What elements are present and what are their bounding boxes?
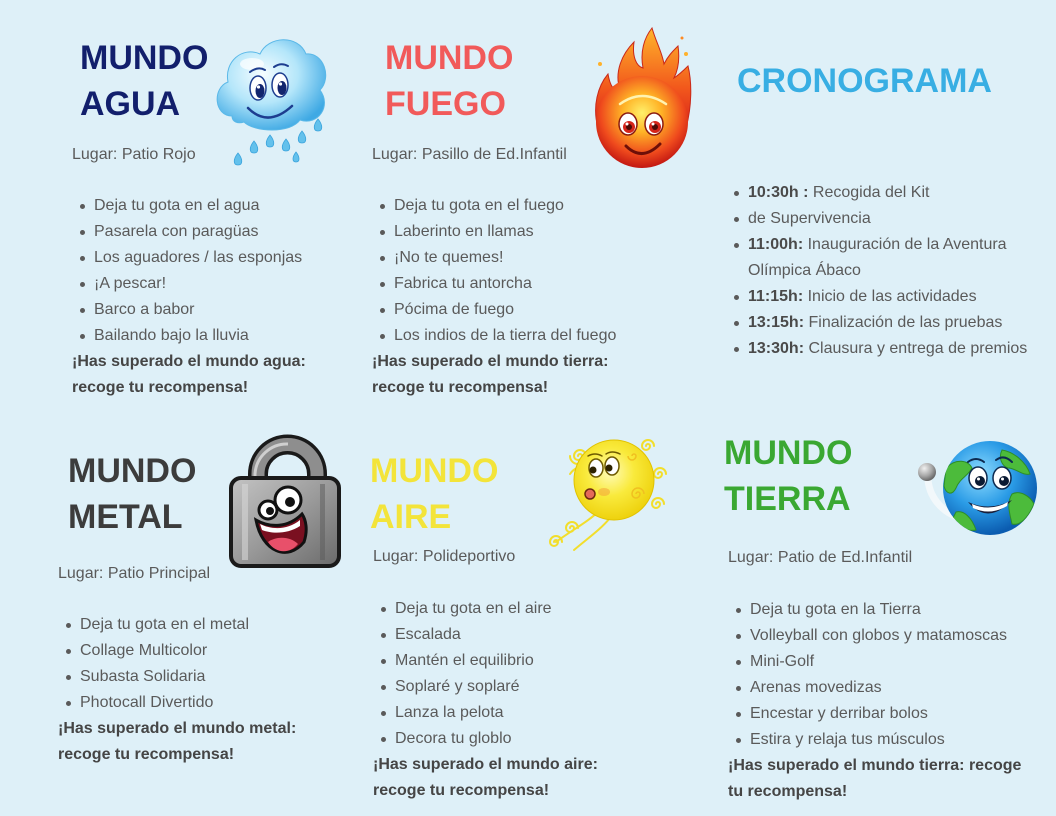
activity-item: ¡No te quemes!	[394, 245, 616, 271]
world-aire-activities	[395, 596, 552, 752]
sun-wind-icon	[540, 434, 670, 558]
schedule-item	[748, 336, 1048, 362]
activity-item: Pasarela con paragüas	[94, 219, 302, 245]
world-metal-place: Lugar: Patio Principal	[58, 565, 211, 582]
world-agua-reward	[72, 349, 306, 401]
activity-item: Soplaré y soplaré	[395, 674, 552, 700]
world-agua-activities	[94, 193, 302, 349]
reward-line: recoge tu recompensa!	[373, 782, 550, 799]
world-tierra-reward	[728, 753, 1021, 805]
world-tierra-place: Lugar: Patio de Ed.Infantil	[728, 549, 913, 566]
activity-item: Pócima de fuego	[394, 297, 616, 323]
reward-line: recoge tu recompensa!	[58, 746, 235, 763]
world-fuego-title	[385, 35, 513, 127]
world-fuego-place: Lugar: Pasillo de Ed.Infantil	[372, 146, 567, 163]
schedule-item	[748, 232, 1048, 284]
schedule-text: Recogida del Kit	[812, 184, 930, 201]
schedule-time: 10:30h :	[748, 184, 809, 201]
title-line: METAL	[68, 498, 183, 536]
schedule-text: Clausura y entrega de premios	[808, 340, 1028, 357]
world-fuego-reward	[372, 349, 609, 401]
activity-item: Encestar y derribar bolos	[750, 701, 1007, 727]
world-aire-reward	[373, 752, 598, 804]
lock-icon	[228, 434, 342, 570]
earth-icon	[916, 438, 1040, 540]
title-line: MUNDO	[385, 39, 514, 77]
activity-item: Escalada	[395, 622, 552, 648]
activity-item: Barco a babor	[94, 297, 302, 323]
schedule-time: 11:00h:	[748, 236, 804, 253]
activity-item: Collage Multicolor	[80, 638, 249, 664]
world-metal-activities	[80, 612, 249, 716]
activity-item: Volleyball con globos y matamoscas	[750, 623, 1007, 649]
world-aire-place: Lugar: Polideportivo	[373, 548, 516, 565]
activity-item: Bailando bajo la lluvia	[94, 323, 302, 349]
activity-item: Decora tu globlo	[395, 726, 552, 752]
activity-item: Deja tu gota en el agua	[94, 193, 302, 219]
title-line: MUNDO	[80, 39, 209, 77]
schedule-list	[748, 180, 1048, 362]
schedule-text: Inicio de las actividades	[807, 288, 977, 305]
schedule-text: de Supervivencia	[748, 210, 871, 227]
schedule-time: 13:15h:	[748, 314, 805, 331]
world-metal-title	[68, 448, 196, 540]
activity-item: Los aguadores / las esponjas	[94, 245, 302, 271]
activity-item: Mantén el equilibrio	[395, 648, 552, 674]
title-line: FUEGO	[385, 85, 506, 123]
schedule-item	[748, 206, 1048, 232]
title-line: AIRE	[370, 498, 452, 536]
activity-item: Estira y relaja tus músculos	[750, 727, 1007, 753]
water-cloud-icon	[212, 32, 330, 170]
activity-item: Deja tu gota en la Tierra	[750, 597, 1007, 623]
activity-item: Photocall Divertido	[80, 690, 249, 716]
title-line: MUNDO	[724, 434, 853, 472]
schedule-item	[748, 284, 1048, 310]
title-line: MUNDO	[68, 452, 197, 490]
reward-line: ¡Has superado el mundo metal:	[58, 720, 297, 737]
schedule-time: 13:30h:	[748, 340, 805, 357]
activity-item: Subasta Solidaria	[80, 664, 249, 690]
reward-line: ¡Has superado el mundo tierra: recoge	[728, 757, 1022, 774]
schedule-item	[748, 180, 1048, 206]
schedule-title: CRONOGRAMA	[737, 62, 992, 100]
activity-item: Deja tu gota en el metal	[80, 612, 249, 638]
activity-item: Arenas movedizas	[750, 675, 1007, 701]
schedule-item	[748, 310, 1048, 336]
world-metal-reward	[58, 716, 296, 768]
reward-line: ¡Has superado el mundo aire:	[373, 756, 598, 773]
activity-item: Laberinto en llamas	[394, 219, 616, 245]
reward-line: ¡Has superado el mundo tierra:	[372, 353, 609, 370]
schedule-time: 11:15h:	[748, 288, 804, 305]
fire-icon	[590, 24, 694, 172]
reward-line: recoge tu recompensa!	[372, 379, 549, 396]
activity-item: Los indios de la tierra del fuego	[394, 323, 616, 349]
activity-item: Deja tu gota en el aire	[395, 596, 552, 622]
activity-item: Lanza la pelota	[395, 700, 552, 726]
activity-item: Deja tu gota en el fuego	[394, 193, 616, 219]
reward-line: ¡Has superado el mundo agua:	[72, 353, 306, 370]
reward-line: recoge tu recompensa!	[72, 379, 249, 396]
schedule-text: Finalización de las pruebas	[808, 314, 1003, 331]
schedule-text: Inauguración de la Aventura Olímpica Ábaco	[748, 236, 1007, 279]
activity-item: Mini-Golf	[750, 649, 1007, 675]
world-agua-place: Lugar: Patio Rojo	[72, 146, 196, 163]
title-line: TIERRA	[724, 480, 851, 518]
world-agua-title	[80, 35, 208, 127]
world-aire-title	[370, 448, 498, 540]
title-line: MUNDO	[370, 452, 499, 490]
activity-item: ¡A pescar!	[94, 271, 302, 297]
world-fuego-activities	[394, 193, 616, 349]
reward-line: tu recompensa!	[728, 783, 848, 800]
world-tierra-title	[724, 430, 852, 522]
world-tierra-activities	[750, 597, 1007, 753]
activity-item: Fabrica tu antorcha	[394, 271, 616, 297]
title-line: AGUA	[80, 85, 181, 123]
